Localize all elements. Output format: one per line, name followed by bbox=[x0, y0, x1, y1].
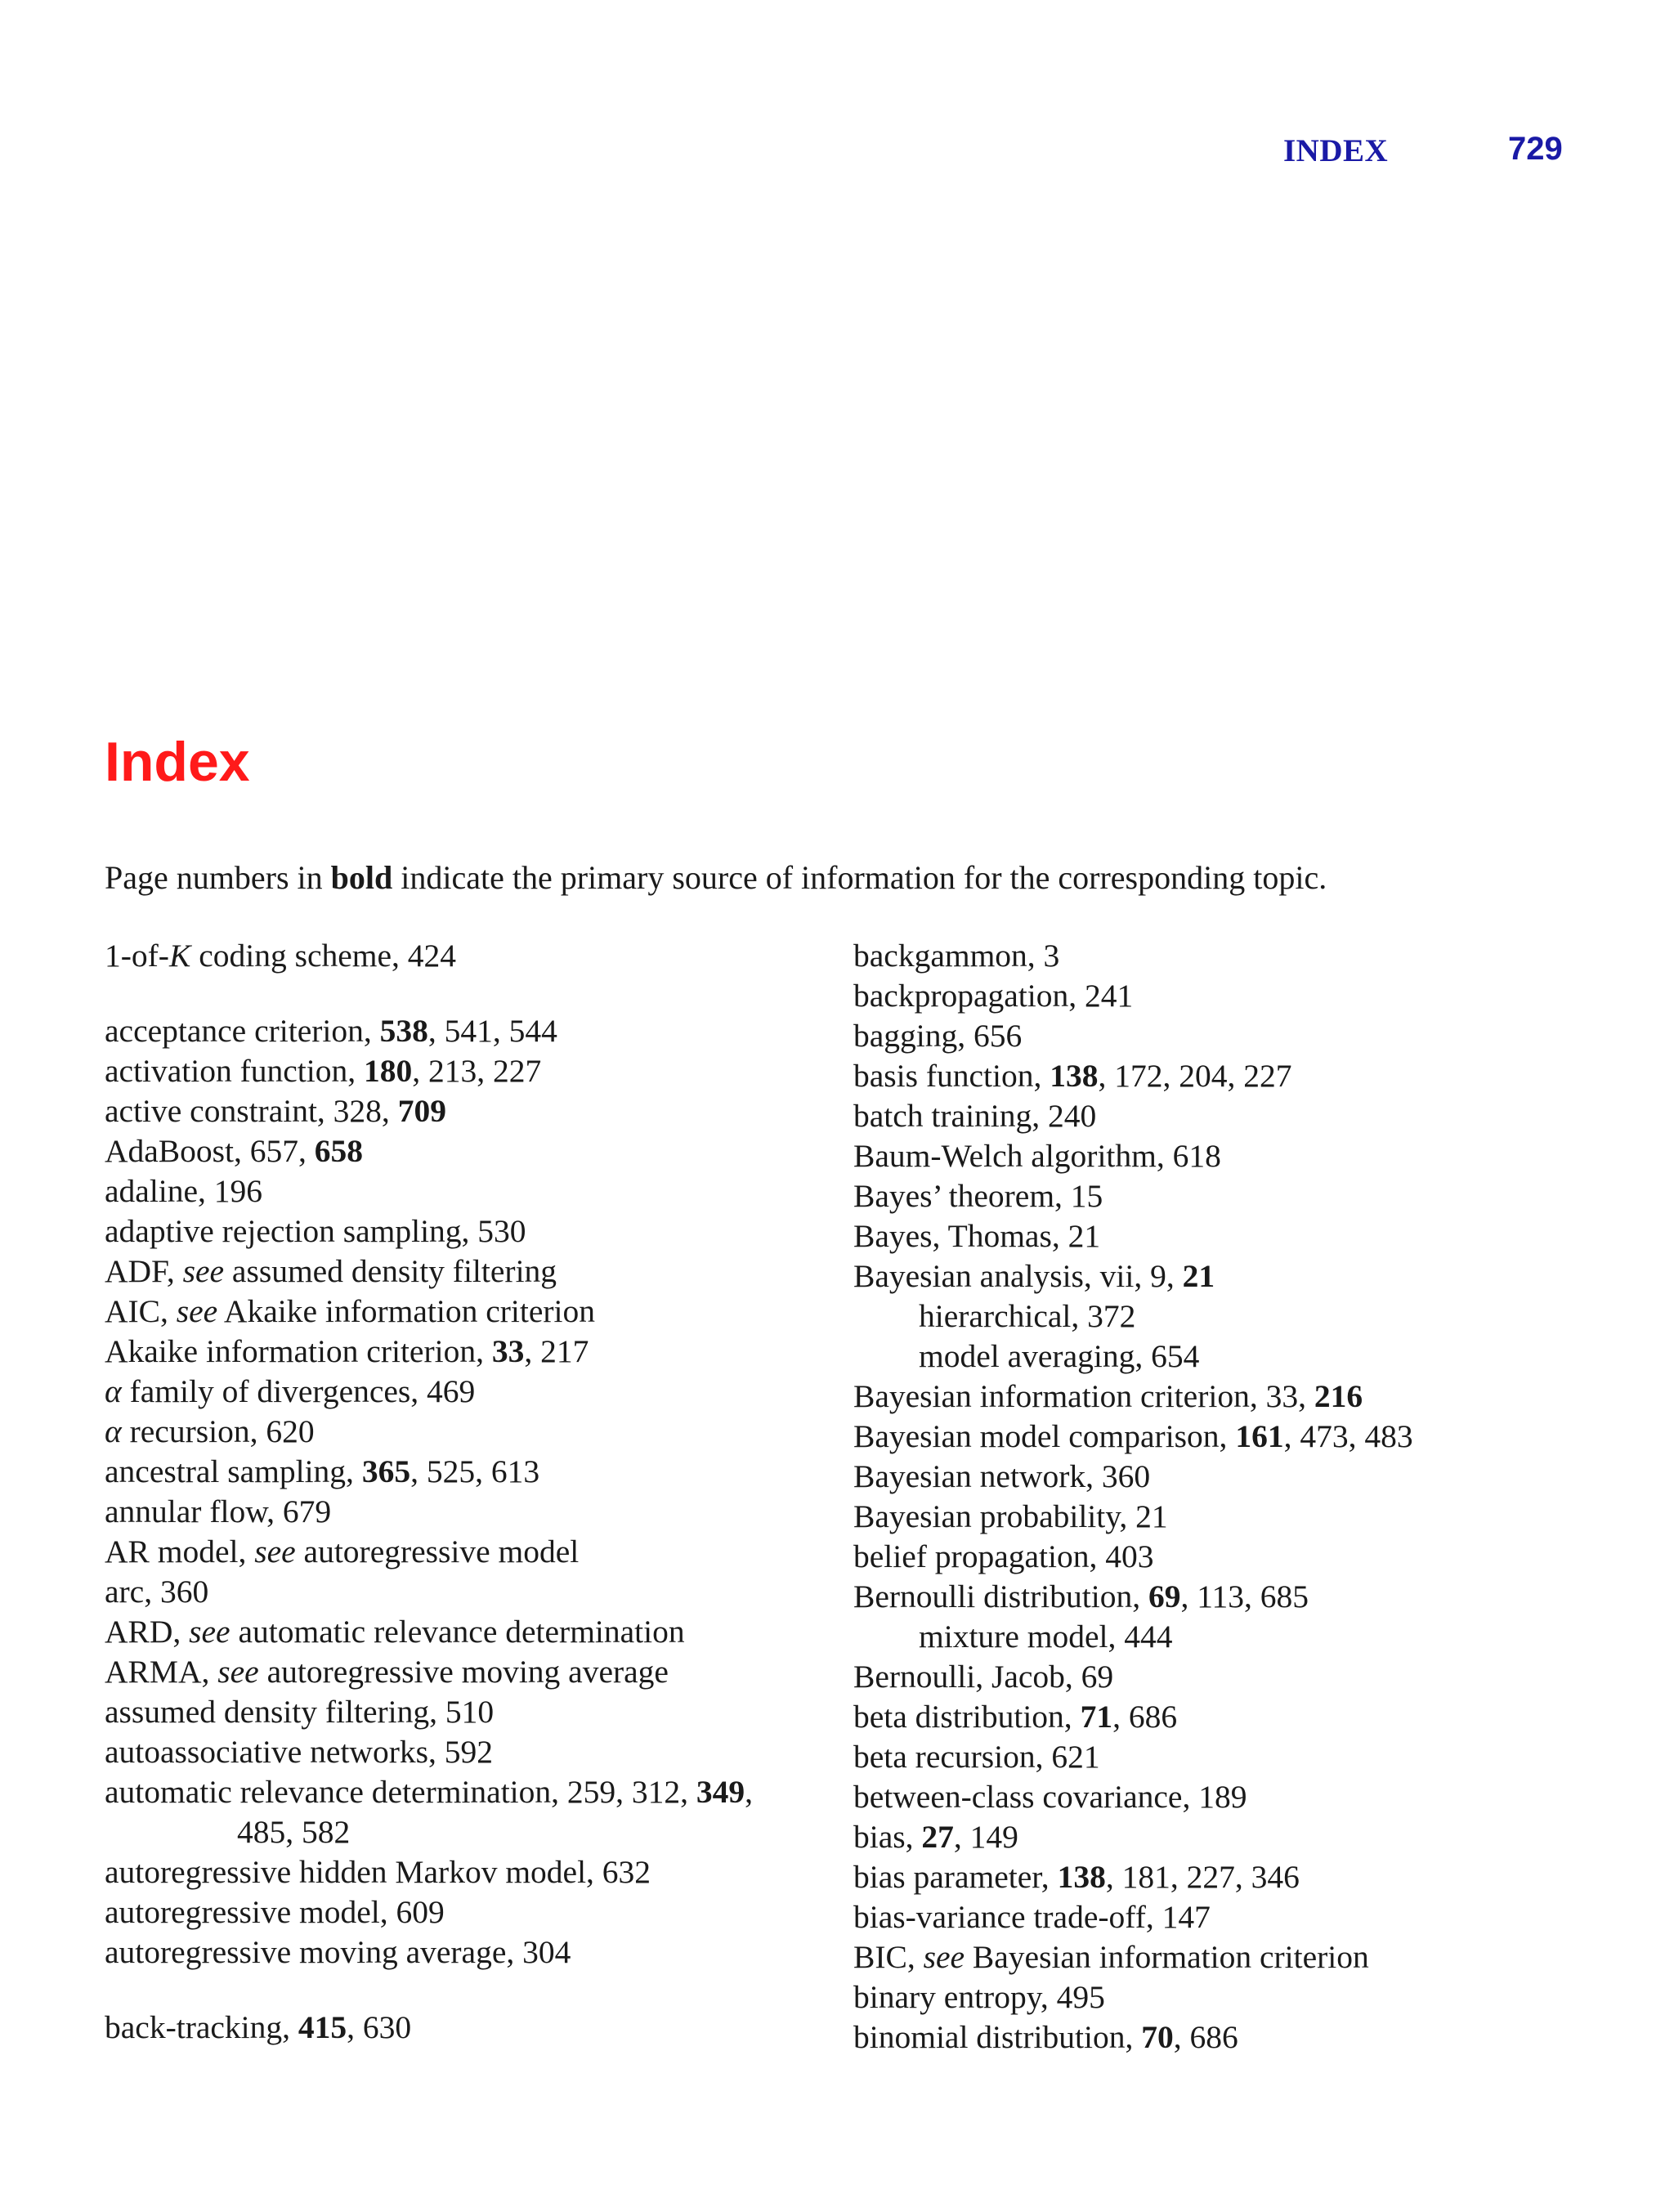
index-column-right bbox=[853, 936, 1589, 2058]
index-entry bbox=[105, 1292, 824, 1332]
entry-text: Akaike information criterion, bbox=[105, 1333, 492, 1369]
entry-pages: , 213, 227 bbox=[412, 1053, 542, 1089]
primary-page: 138 bbox=[1057, 1859, 1106, 1895]
entry-pages: assumed density filtering bbox=[224, 1253, 557, 1289]
entry-pages: , 630 bbox=[347, 2009, 412, 2045]
index-entry bbox=[853, 1096, 1589, 1136]
index-entry bbox=[853, 1537, 1589, 1577]
index-entry bbox=[853, 1497, 1589, 1537]
entry-text: AdaBoost, 657, bbox=[105, 1133, 315, 1169]
entry-text: Bayes’ theorem, 15 bbox=[853, 1178, 1103, 1214]
index-entry bbox=[853, 1256, 1589, 1296]
entry-pages: Bayesian information criterion bbox=[965, 1939, 1369, 1975]
index-entry bbox=[105, 1492, 824, 1532]
entry-text: family of divergences, 469 bbox=[121, 1373, 476, 1409]
index-entry bbox=[853, 1857, 1589, 1897]
entry-text: belief propagation, 403 bbox=[853, 1538, 1154, 1574]
index-entry bbox=[105, 2008, 824, 2048]
index-column-left bbox=[105, 936, 824, 2048]
index-title: Index bbox=[105, 731, 250, 793]
index-entry bbox=[853, 976, 1589, 1016]
see-reference: see bbox=[923, 1939, 965, 1975]
index-entry bbox=[105, 1051, 824, 1091]
intro-text bbox=[105, 857, 1327, 899]
math-symbol: K bbox=[168, 938, 191, 974]
entry-pages: , 149 bbox=[953, 1819, 1018, 1855]
running-head: INDEX bbox=[1283, 133, 1389, 168]
index-entry bbox=[105, 1252, 824, 1292]
entry-text: ADF, bbox=[105, 1253, 183, 1289]
primary-page: 349 bbox=[696, 1774, 745, 1810]
entry-text: AIC, bbox=[105, 1293, 177, 1329]
index-entry bbox=[105, 1332, 824, 1372]
index-subentry bbox=[853, 1296, 1589, 1337]
entry-text: beta distribution, bbox=[853, 1699, 1081, 1735]
entry-text: autoregressive moving average, 304 bbox=[105, 1934, 571, 1970]
index-entry bbox=[853, 936, 1589, 976]
entry-text: backgammon, 3 bbox=[853, 938, 1060, 974]
entry-text: bias, bbox=[853, 1819, 922, 1855]
index-entry bbox=[853, 1136, 1589, 1176]
index-entry bbox=[853, 1657, 1589, 1697]
index-entry bbox=[853, 2017, 1589, 2058]
entry-text: coding scheme, 424 bbox=[190, 938, 457, 974]
entry-pages: , 541, 544 bbox=[427, 1013, 557, 1049]
math-symbol: α bbox=[105, 1373, 122, 1409]
entry-pages: , 686 bbox=[1173, 2019, 1238, 2055]
entry-text: binomial distribution, bbox=[853, 2019, 1142, 2055]
index-entry bbox=[105, 1011, 824, 1051]
entry-text: automatic relevance determination, 259, 312, bbox=[105, 1774, 696, 1810]
entry-text: autoregressive model, 609 bbox=[105, 1894, 445, 1930]
index-entry bbox=[853, 1216, 1589, 1256]
index-entry bbox=[853, 1897, 1589, 1937]
entry-text: adaline, 196 bbox=[105, 1173, 263, 1209]
entry-text: assumed density filtering, 510 bbox=[105, 1694, 495, 1730]
entry-text: Baum-Welch algorithm, 618 bbox=[853, 1138, 1221, 1174]
index-entry bbox=[853, 1697, 1589, 1737]
entry-pages: , 181, 227, 346 bbox=[1105, 1859, 1300, 1895]
entry-text: bias parameter, bbox=[853, 1859, 1058, 1895]
index-entry bbox=[105, 936, 824, 976]
entry-text: autoregressive hidden Markov model, 632 bbox=[105, 1854, 651, 1890]
primary-page: 538 bbox=[379, 1013, 428, 1049]
index-entry bbox=[105, 1612, 824, 1652]
index-entry bbox=[105, 1211, 824, 1252]
see-reference: see bbox=[189, 1614, 231, 1650]
entry-text: Bayes, Thomas, 21 bbox=[853, 1218, 1101, 1254]
see-reference: see bbox=[254, 1534, 296, 1569]
primary-page: 415 bbox=[298, 2009, 347, 2045]
intro-bold: bold bbox=[330, 859, 393, 896]
entry-text: acceptance criterion, bbox=[105, 1013, 380, 1049]
entry-pages: , 217 bbox=[524, 1333, 589, 1369]
entry-text: beta recursion, 621 bbox=[853, 1739, 1100, 1775]
entry-continuation: 485, 582 bbox=[237, 1814, 351, 1850]
entry-text: hierarchical, 372 bbox=[919, 1298, 1136, 1334]
entry-text: binary entropy, 495 bbox=[853, 1979, 1105, 2015]
index-entry bbox=[105, 1692, 824, 1732]
entry-pages: autoregressive moving average bbox=[258, 1654, 669, 1690]
index-entry bbox=[853, 1457, 1589, 1497]
see-reference: see bbox=[217, 1654, 259, 1690]
intro-before: Page numbers in bbox=[105, 859, 331, 896]
primary-page: 216 bbox=[1314, 1378, 1363, 1414]
entry-text: annular flow, 679 bbox=[105, 1493, 332, 1529]
entry-text: bagging, 656 bbox=[853, 1018, 1023, 1054]
entry-pages: , 686 bbox=[1112, 1699, 1178, 1735]
entry-text: AR model, bbox=[105, 1534, 255, 1569]
entry-pages: autoregressive model bbox=[295, 1534, 580, 1569]
primary-page: 27 bbox=[921, 1819, 954, 1855]
index-entry bbox=[853, 1737, 1589, 1777]
entry-text: ARD, bbox=[105, 1614, 190, 1650]
entry-text: backpropagation, 241 bbox=[853, 978, 1134, 1014]
index-subentry bbox=[853, 1617, 1589, 1657]
entry-text: Bayesian probability, 21 bbox=[853, 1498, 1168, 1534]
entry-text: adaptive rejection sampling, 530 bbox=[105, 1213, 526, 1249]
entry-text: model averaging, 654 bbox=[919, 1338, 1200, 1374]
page-number: 729 bbox=[1508, 131, 1563, 167]
entry-text: back-tracking, bbox=[105, 2009, 298, 2045]
primary-page: 21 bbox=[1182, 1258, 1215, 1294]
entry-pages: Akaike information criterion bbox=[217, 1293, 596, 1329]
intro-after: indicate the primary source of information for the corresponding topic. bbox=[392, 859, 1327, 896]
index-entry bbox=[853, 1977, 1589, 2017]
index-entry bbox=[853, 1417, 1589, 1457]
entry-pages: , bbox=[745, 1774, 754, 1810]
entry-text: arc, 360 bbox=[105, 1574, 209, 1610]
entry-text: between-class covariance, 189 bbox=[853, 1779, 1247, 1815]
primary-page: 71 bbox=[1080, 1699, 1113, 1735]
see-reference: see bbox=[182, 1253, 225, 1289]
primary-page: 161 bbox=[1235, 1418, 1284, 1454]
entry-text: mixture model, 444 bbox=[919, 1619, 1173, 1655]
entry-text: BIC, bbox=[853, 1939, 924, 1975]
see-reference: see bbox=[176, 1293, 218, 1329]
index-entry bbox=[105, 1091, 824, 1131]
primary-page: 658 bbox=[314, 1133, 363, 1169]
index-entry bbox=[853, 1056, 1589, 1096]
entry-text: recursion, 620 bbox=[121, 1413, 315, 1449]
entry-text: Bernoulli, Jacob, 69 bbox=[853, 1659, 1114, 1695]
entry-pages: automatic relevance determination bbox=[230, 1614, 685, 1650]
entry-text: ancestral sampling, bbox=[105, 1453, 362, 1489]
entry-pages: , 525, 613 bbox=[410, 1453, 540, 1489]
index-entry bbox=[105, 1852, 824, 1892]
entry-text: Bernoulli distribution, bbox=[853, 1578, 1148, 1614]
index-entry bbox=[853, 1817, 1589, 1857]
entry-prefix: 1-of- bbox=[105, 938, 169, 974]
primary-page: 70 bbox=[1141, 2019, 1174, 2055]
entry-text: autoassociative networks, 592 bbox=[105, 1734, 493, 1770]
entry-text: Bayesian information criterion, 33, bbox=[853, 1378, 1314, 1414]
index-entry bbox=[853, 1937, 1589, 1977]
index-entry bbox=[853, 1176, 1589, 1216]
entry-text: ARMA, bbox=[105, 1654, 218, 1690]
entry-text: Bayesian network, 360 bbox=[853, 1458, 1151, 1494]
index-entry bbox=[105, 1412, 824, 1452]
math-symbol: α bbox=[105, 1413, 122, 1449]
index-entry bbox=[105, 1772, 824, 1852]
index-entry bbox=[853, 1377, 1589, 1417]
index-entry bbox=[105, 1171, 824, 1211]
index-entry bbox=[853, 1777, 1589, 1817]
entry-text: activation function, bbox=[105, 1053, 365, 1089]
entry-text: batch training, 240 bbox=[853, 1098, 1097, 1134]
index-subentry bbox=[853, 1337, 1589, 1377]
primary-page: 33 bbox=[491, 1333, 525, 1369]
primary-page: 69 bbox=[1148, 1578, 1181, 1614]
primary-page: 180 bbox=[364, 1053, 413, 1089]
index-entry bbox=[105, 1892, 824, 1932]
index-entry bbox=[105, 1372, 824, 1412]
index-entry bbox=[105, 1652, 824, 1692]
primary-page: 365 bbox=[361, 1453, 411, 1489]
index-entry bbox=[105, 1131, 824, 1171]
index-entry bbox=[853, 1016, 1589, 1056]
entry-text: Bayesian analysis, vii, 9, bbox=[853, 1258, 1183, 1294]
entry-text: Bayesian model comparison, bbox=[853, 1418, 1236, 1454]
entry-text: active constraint, 328, bbox=[105, 1093, 398, 1129]
index-entry bbox=[105, 1932, 824, 1972]
index-entry bbox=[105, 1532, 824, 1572]
index-entry bbox=[105, 1452, 824, 1492]
index-entry bbox=[853, 1577, 1589, 1617]
entry-pages: , 113, 685 bbox=[1180, 1578, 1309, 1614]
entry-pages: , 473, 483 bbox=[1283, 1418, 1413, 1454]
primary-page: 709 bbox=[397, 1093, 446, 1129]
entry-text: bias-variance trade-off, 147 bbox=[853, 1899, 1211, 1935]
index-entry bbox=[105, 1572, 824, 1612]
primary-page: 138 bbox=[1050, 1058, 1099, 1094]
entry-pages: , 172, 204, 227 bbox=[1098, 1058, 1292, 1094]
index-entry bbox=[105, 1732, 824, 1772]
entry-text: basis function, bbox=[853, 1058, 1050, 1094]
